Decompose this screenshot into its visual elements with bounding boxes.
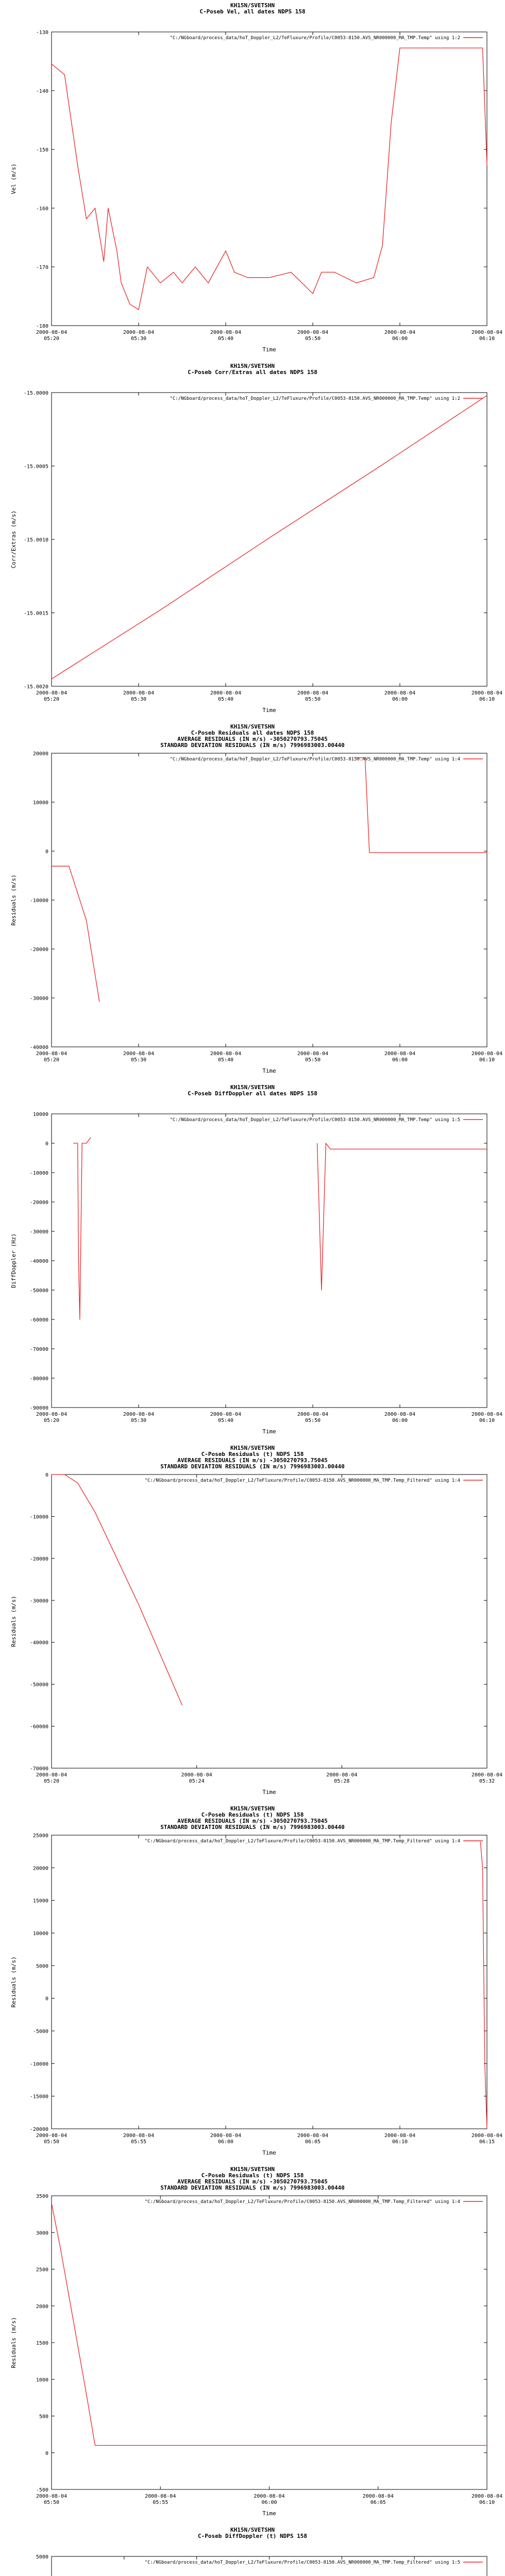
- x-tick-label: 05:28: [334, 1778, 350, 1784]
- x-tick-label: 2000-08-04: [254, 2494, 285, 2499]
- x-tick-label: 2000-08-04: [36, 330, 68, 335]
- y-axis-label: Residuals (m/s): [10, 1596, 17, 1647]
- x-tick-label: 06:00: [392, 336, 408, 342]
- x-tick-label: 2000-08-04: [471, 1412, 503, 1417]
- x-tick-label: 2000-08-04: [384, 330, 416, 335]
- x-tick-label: 2000-08-04: [123, 2133, 155, 2139]
- y-tick-label: -20000: [29, 947, 48, 953]
- x-tick-label: 2000-08-04: [36, 2494, 68, 2499]
- x-tick-label: 05:50: [43, 2139, 60, 2145]
- y-tick-label: -140: [36, 89, 48, 94]
- x-tick-label: 05:55: [153, 2500, 169, 2505]
- y-axis-label: Residuals (m/s): [10, 2317, 17, 2368]
- x-tick-label: 2000-08-04: [123, 1412, 155, 1417]
- x-tick-label: 2000-08-04: [362, 2494, 394, 2499]
- chart-title-line: STANDARD DEVIATION RESIDUALS (IN m/s) 7996983003.00440: [160, 2184, 345, 2191]
- plot-frame: [52, 1835, 487, 2129]
- x-tick-label: 2000-08-04: [471, 2133, 503, 2139]
- x-tick-label: 2000-08-04: [471, 1051, 503, 1057]
- y-tick-label: -50000: [29, 1288, 48, 1294]
- chart-title-line: AVERAGE RESIDUALS (IN m/s) -3050270793.75045: [177, 1818, 328, 1824]
- x-tick-label: 05:24: [189, 1778, 205, 1784]
- y-tick-label: -15000: [29, 2094, 48, 2100]
- chart-title-line: KH15N/SVETSHN: [230, 1805, 275, 1812]
- y-tick-label: -30000: [29, 1229, 48, 1235]
- y-tick-label: 15000: [32, 1898, 48, 1904]
- legend-label: "C:/NGboard/process_data/hoT_Doppler_L2/TeFluxure/Profile/C0053-8150.AVS_NR000000_MA_TMP.Temp" using 1:2: [170, 36, 460, 41]
- y-tick-label: 25000: [32, 1833, 48, 1839]
- chart-title-line: KH15N/SVETSHN: [230, 363, 275, 369]
- x-tick-label: 06:00: [392, 697, 408, 702]
- x-tick-label: 2000-08-04: [384, 1051, 416, 1057]
- y-tick-label: -50000: [29, 1682, 48, 1688]
- y-tick-label: 3000: [36, 2230, 48, 2236]
- chart-title-line: STANDARD DEVIATION RESIDUALS (IN m/s) 7996983003.00440: [160, 742, 345, 749]
- x-tick-label: 2000-08-04: [36, 2133, 68, 2139]
- x-tick-label: 06:05: [370, 2500, 386, 2505]
- y-tick-label: 20000: [32, 1866, 48, 1872]
- x-tick-label: 06:00: [392, 1057, 408, 1063]
- chart-title-line: C-Poseb Residuals (t) NDPS 158: [201, 2172, 304, 2179]
- x-axis-label: Time: [262, 1428, 276, 1435]
- x-tick-label: 2000-08-04: [326, 1772, 358, 1778]
- series-line: [317, 1143, 487, 1290]
- y-tick-label: 1500: [36, 2341, 48, 2346]
- y-tick-label: -15.0020: [23, 684, 48, 690]
- x-tick-label: 2000-08-04: [36, 1772, 68, 1778]
- plot-frame: [52, 1475, 487, 1768]
- series-line: [52, 2203, 487, 2445]
- series-line: [52, 1475, 182, 1705]
- plot-frame: [52, 1114, 487, 1408]
- chart-title-line: KH15N/SVETSHN: [230, 1445, 275, 1451]
- y-tick-label: -15.0000: [23, 391, 48, 396]
- x-tick-label: 2000-08-04: [210, 1051, 242, 1057]
- x-tick-label: 06:10: [479, 1057, 495, 1063]
- legend-label: "C:/NGboard/process_data/hoT_Doppler_L2/TeFluxure/Profile/C0053-8150.AVS_NR000000_MA_TMP.Temp_Filtered" using 1:5: [144, 2560, 460, 2565]
- x-tick-label: 06:00: [261, 2500, 277, 2505]
- x-tick-label: 06:00: [392, 1418, 408, 1423]
- x-tick-label: 2000-08-04: [297, 2133, 329, 2139]
- chart-title-line: C-Poseb Residuals (t) NDPS 158: [201, 1451, 304, 1458]
- y-tick-label: -10000: [29, 1514, 48, 1520]
- y-tick-label: -60000: [29, 1724, 48, 1730]
- x-tick-label: 2000-08-04: [471, 330, 503, 335]
- series-line: [73, 1138, 91, 1319]
- plot-frame: [52, 753, 487, 1047]
- y-tick-label: -15.0010: [23, 537, 48, 543]
- x-tick-label: 05:50: [43, 2500, 60, 2505]
- y-tick-label: 500: [39, 2414, 48, 2420]
- y-tick-label: -10000: [29, 2061, 48, 2067]
- x-axis-label: Time: [262, 707, 276, 714]
- x-tick-label: 05:20: [43, 1778, 60, 1784]
- x-tick-label: 05:40: [217, 697, 234, 702]
- x-tick-label: 05:40: [217, 1057, 234, 1063]
- legend-label: "C:/NGboard/process_data/hoT_Doppler_L2/TeFluxure/Profile/C0053-8150.AVS_NR000000_MA_TMP.Temp" using 1:2: [170, 396, 460, 401]
- x-tick-label: 05:32: [479, 1778, 495, 1784]
- x-tick-label: 2000-08-04: [297, 330, 329, 335]
- series-line: [357, 758, 487, 853]
- y-tick-label: -70000: [29, 1347, 48, 1352]
- x-tick-label: 05:20: [43, 1057, 60, 1063]
- y-tick-label: -150: [36, 147, 48, 153]
- y-tick-label: 0: [45, 1472, 48, 1478]
- y-tick-label: -60000: [29, 1317, 48, 1323]
- x-axis-label: Time: [262, 2510, 276, 2517]
- y-tick-label: -5000: [32, 2029, 48, 2035]
- y-tick-label: -10000: [29, 1171, 48, 1176]
- y-tick-label: 0: [45, 849, 48, 855]
- series-line: [52, 48, 487, 310]
- chart-title-line: C-Poseb Vel, all dates NDPS 158: [199, 8, 306, 15]
- chart-title-line: STANDARD DEVIATION RESIDUALS (IN m/s) 7996983003.00440: [160, 1463, 345, 1470]
- y-tick-label: -20000: [29, 1200, 48, 1206]
- chart-title-line: KH15N/SVETSHN: [230, 2527, 275, 2533]
- x-tick-label: 06:00: [217, 2139, 234, 2145]
- y-tick-label: 1000: [36, 2377, 48, 2383]
- x-tick-label: 06:10: [479, 1418, 495, 1423]
- x-tick-label: 05:30: [130, 697, 147, 702]
- x-tick-label: 2000-08-04: [471, 2494, 503, 2499]
- y-tick-label: -90000: [29, 1405, 48, 1411]
- y-tick-label: 5000: [36, 2554, 48, 2560]
- x-tick-label: 2000-08-04: [210, 2133, 242, 2139]
- chart-title-line: STANDARD DEVIATION RESIDUALS (IN m/s) 7996983003.00440: [160, 1824, 345, 1831]
- x-tick-label: 2000-08-04: [210, 690, 242, 696]
- y-axis-label: Vel (m/s): [10, 163, 17, 194]
- x-tick-label: 06:10: [392, 2139, 408, 2145]
- y-tick-label: -80000: [29, 1376, 48, 1382]
- chart-title-line: KH15N/SVETSHN: [230, 1084, 275, 1091]
- x-tick-label: 05:20: [43, 1418, 60, 1423]
- plot-frame: [52, 393, 487, 686]
- y-tick-label: 0: [45, 2450, 48, 2456]
- legend-label: "C:/NGboard/process_data/hoT_Doppler_L2/TeFluxure/Profile/C0053-8150.AVS_NR000000_MA_TMP.Temp_Filtered" using 1:4: [144, 2199, 460, 2205]
- x-tick-label: 05:20: [43, 336, 60, 342]
- y-tick-label: -40000: [29, 1259, 48, 1264]
- x-tick-label: 06:05: [305, 2139, 321, 2145]
- y-tick-label: -70000: [29, 1766, 48, 1772]
- x-tick-label: 06:10: [479, 2500, 495, 2505]
- x-tick-label: 2000-08-04: [384, 690, 416, 696]
- series-line: [480, 1842, 487, 2129]
- y-tick-label: -30000: [29, 996, 48, 1002]
- y-tick-label: -15.0005: [23, 464, 48, 470]
- x-tick-label: 2000-08-04: [145, 2494, 176, 2499]
- y-axis-label: Residuals (m/s): [10, 1956, 17, 2008]
- y-tick-label: 20000: [32, 751, 48, 757]
- x-axis-label: Time: [262, 346, 276, 353]
- x-tick-label: 2000-08-04: [471, 690, 503, 696]
- x-tick-label: 06:10: [479, 336, 495, 342]
- series-line: [52, 866, 99, 1002]
- x-tick-label: 05:55: [130, 2139, 147, 2145]
- x-tick-label: 06:10: [479, 697, 495, 702]
- x-tick-label: 2000-08-04: [123, 690, 155, 696]
- chart-title-line: C-Poseb Residuals (t) NDPS 158: [201, 1811, 304, 1818]
- x-tick-label: 2000-08-04: [384, 1412, 416, 1417]
- y-tick-label: 5000: [36, 1963, 48, 1970]
- x-tick-label: 2000-08-04: [297, 690, 329, 696]
- x-tick-label: 05:50: [305, 336, 321, 342]
- x-tick-label: 2000-08-04: [384, 2133, 416, 2139]
- x-tick-label: 05:30: [130, 336, 147, 342]
- y-tick-label: -10000: [29, 898, 48, 904]
- y-tick-label: -20000: [29, 1556, 48, 1562]
- chart-title-line: C-Poseb Corr/Extras all dates NDPS 158: [188, 369, 317, 376]
- y-tick-label: -40000: [29, 1045, 48, 1050]
- y-tick-label: -500: [36, 2487, 48, 2493]
- y-axis-label: Corr/Extras (m/s): [10, 510, 17, 569]
- x-axis-label: Time: [262, 2149, 276, 2156]
- y-tick-label: 2500: [36, 2267, 48, 2273]
- y-tick-label: -170: [36, 265, 48, 270]
- y-axis-label: DiffDoppler (Hz): [10, 1233, 17, 1288]
- chart-title-line: KH15N/SVETSHN: [230, 723, 275, 730]
- x-tick-label: 2000-08-04: [297, 1412, 329, 1417]
- x-tick-label: 05:50: [305, 697, 321, 702]
- chart-title-line: C-Poseb DiffDoppler all dates NDPS 158: [188, 1090, 317, 1097]
- y-tick-label: 10000: [32, 800, 48, 806]
- y-tick-label: 3500: [36, 2194, 48, 2199]
- chart-title-line: C-Poseb Residuals all dates NDPS 158: [191, 730, 314, 736]
- y-tick-label: 2000: [36, 2303, 48, 2310]
- legend-label: "C:/NGboard/process_data/hoT_Doppler_L2/TeFluxure/Profile/C0053-8150.AVS_NR000000_MA_TMP.Temp" using 1:4: [170, 757, 460, 762]
- x-axis-label: Time: [262, 1067, 276, 1074]
- x-tick-label: 05:20: [43, 697, 60, 702]
- chart-title-line: KH15N/SVETSHN: [230, 2166, 275, 2173]
- x-tick-label: 2000-08-04: [181, 1772, 212, 1778]
- x-axis-label: Time: [262, 1789, 276, 1795]
- x-tick-label: 05:30: [130, 1418, 147, 1423]
- legend-label: "C:/NGboard/process_data/hoT_Doppler_L2/TeFluxure/Profile/C0053-8150.AVS_NR000000_MA_TMP.Temp" using 1:5: [170, 1117, 460, 1123]
- x-tick-label: 06:15: [479, 2139, 495, 2145]
- y-tick-label: -40000: [29, 1640, 48, 1646]
- series-line: [52, 396, 487, 679]
- y-tick-label: -160: [36, 206, 48, 212]
- x-tick-label: 2000-08-04: [471, 1772, 503, 1778]
- x-tick-label: 2000-08-04: [36, 1051, 68, 1057]
- chart-title-line: KH15N/SVETSHN: [230, 2, 275, 9]
- x-tick-label: 05:50: [305, 1418, 321, 1423]
- y-tick-label: -130: [36, 30, 48, 36]
- y-axis-label: Residuals (m/s): [10, 874, 17, 926]
- x-tick-label: 2000-08-04: [297, 1051, 329, 1057]
- plot-frame: [52, 32, 487, 326]
- y-tick-label: 0: [45, 1141, 48, 1147]
- y-tick-label: 0: [45, 1996, 48, 2002]
- legend-label: "C:/NGboard/process_data/hoT_Doppler_L2/TeFluxure/Profile/C0053-8150.AVS_NR000000_MA_TMP.Temp_Filtered" using 1:4: [144, 1478, 460, 1483]
- x-tick-label: 05:50: [305, 1057, 321, 1063]
- chart-title-line: AVERAGE RESIDUALS (IN m/s) -3050270793.75045: [177, 736, 328, 742]
- y-tick-label: -30000: [29, 1598, 48, 1604]
- x-tick-label: 2000-08-04: [210, 330, 242, 335]
- x-tick-label: 05:30: [130, 1057, 147, 1063]
- chart-title-line: AVERAGE RESIDUALS (IN m/s) -3050270793.75045: [177, 1457, 328, 1464]
- y-tick-label: -15.0015: [23, 611, 48, 617]
- y-tick-label: 10000: [32, 1112, 48, 1117]
- legend-label: "C:/NGboard/process_data/hoT_Doppler_L2/TeFluxure/Profile/C0053-8150.AVS_NR000000_MA_TMP.Temp_Filtered" using 1:4: [144, 1839, 460, 1844]
- chart-title-line: AVERAGE RESIDUALS (IN m/s) -3050270793.75045: [177, 2178, 328, 2185]
- x-tick-label: 05:40: [217, 1418, 234, 1423]
- x-tick-label: 2000-08-04: [210, 1412, 242, 1417]
- x-tick-label: 2000-08-04: [36, 1412, 68, 1417]
- y-tick-label: -20000: [29, 2127, 48, 2132]
- y-tick-label: -180: [36, 324, 48, 329]
- chart-title-line: C-Poseb DiffDoppler (t) NDPS 158: [198, 2533, 307, 2539]
- y-tick-label: 10000: [32, 1931, 48, 1937]
- x-tick-label: 2000-08-04: [123, 1051, 155, 1057]
- x-tick-label: 2000-08-04: [123, 330, 155, 335]
- x-tick-label: 05:40: [217, 336, 234, 342]
- x-tick-label: 2000-08-04: [36, 690, 68, 696]
